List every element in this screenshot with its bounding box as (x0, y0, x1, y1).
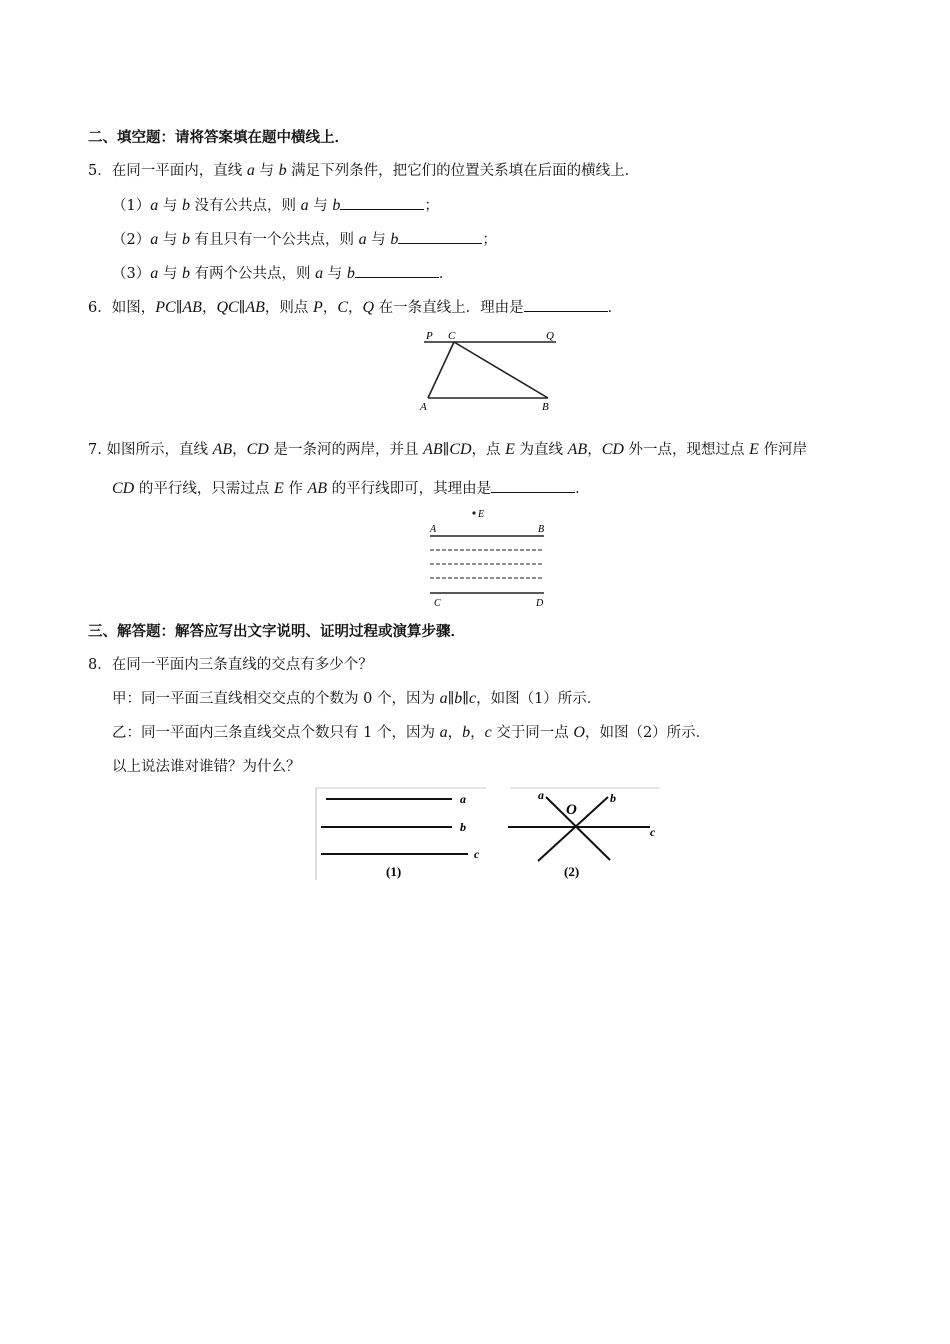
q5-stem: 5．在同一平面内，直线 a 与 b 满足下列条件，把它们的位置关系填在后面的横线上． (88, 162, 640, 179)
q8-figure-2-concurrent (500, 788, 660, 880)
section-2-heading: 二、填空题：请将答案填在题中横线上． (88, 129, 349, 146)
point-label-Q: Q (546, 330, 554, 342)
point-label-B: B (538, 524, 545, 535)
q6-triangle-figure (420, 328, 560, 414)
q8-question: 8．在同一平面内三条直线的交点有多少个？ (88, 657, 373, 673)
line-label-b: b (460, 820, 466, 834)
line-label-a: a (538, 788, 544, 802)
answer-blank[interactable] (398, 229, 482, 244)
q7-stem-line1: 7. 如图所示，直线 AB，CD 是一条河的两岸，并且 AB∥CD，点 E 为直线 AB，CD 外一点，现想过点 E 作河岸 (88, 441, 808, 458)
line-label-c: c (474, 847, 480, 861)
line-label-a: a (460, 792, 466, 806)
q5-item-2: （2）a 与 b 有且只有一个公共点，则 a 与 b ； (112, 231, 497, 248)
q7-stem-line2: CD 的平行线，只需过点 E 作 AB 的平行线即可，其理由是 ． (112, 480, 590, 497)
point-label-E: E (478, 509, 485, 520)
point-label-B: B (542, 401, 549, 413)
point-label-C: C (448, 330, 456, 342)
q8-jia-claim: 甲：同一平面三直线相交交点的个数为 0 个，因为 a∥b∥c，如图（1）所示． (112, 690, 602, 707)
section-3-heading: 三、解答题：解答应写出文字说明、证明过程或演算步骤． (88, 623, 465, 640)
point-label-A: A (430, 524, 437, 535)
point-label-D: D (536, 598, 544, 609)
answer-blank[interactable] (491, 478, 575, 493)
q8-ask: 以上说法谁对谁错？为什么？ (112, 759, 301, 775)
line-label-c: c (650, 825, 656, 839)
point-label-A: A (420, 401, 427, 413)
figure-caption: (1) (386, 864, 402, 879)
answer-blank[interactable] (524, 297, 608, 312)
q8-figure-1-parallel (316, 788, 491, 880)
figure-caption: (2) (564, 864, 580, 879)
line-label-b: b (610, 791, 616, 805)
q5-item-3: （3）a 与 b 有两个公共点，则 a 与 b ． (112, 265, 454, 282)
point-label-C: C (434, 598, 441, 609)
point-label-O: O (566, 802, 577, 818)
q6-stem: 6．如图，PC∥AB，QC∥AB，则点 P，C，Q 在一条直线上．理由是 ． (88, 299, 623, 316)
answer-blank[interactable] (355, 263, 439, 278)
answer-blank[interactable] (340, 195, 424, 210)
q5-item-1: （1）a 与 b 没有公共点，则 a 与 b ； (112, 197, 439, 214)
q8-yi-claim: 乙：同一平面内三条直线交点个数只有 1 个，因为 a，b，c 交于同一点 O，如图（2）所示． (112, 724, 711, 741)
point-label-P: P (426, 330, 433, 342)
q7-river-figure (426, 507, 556, 607)
